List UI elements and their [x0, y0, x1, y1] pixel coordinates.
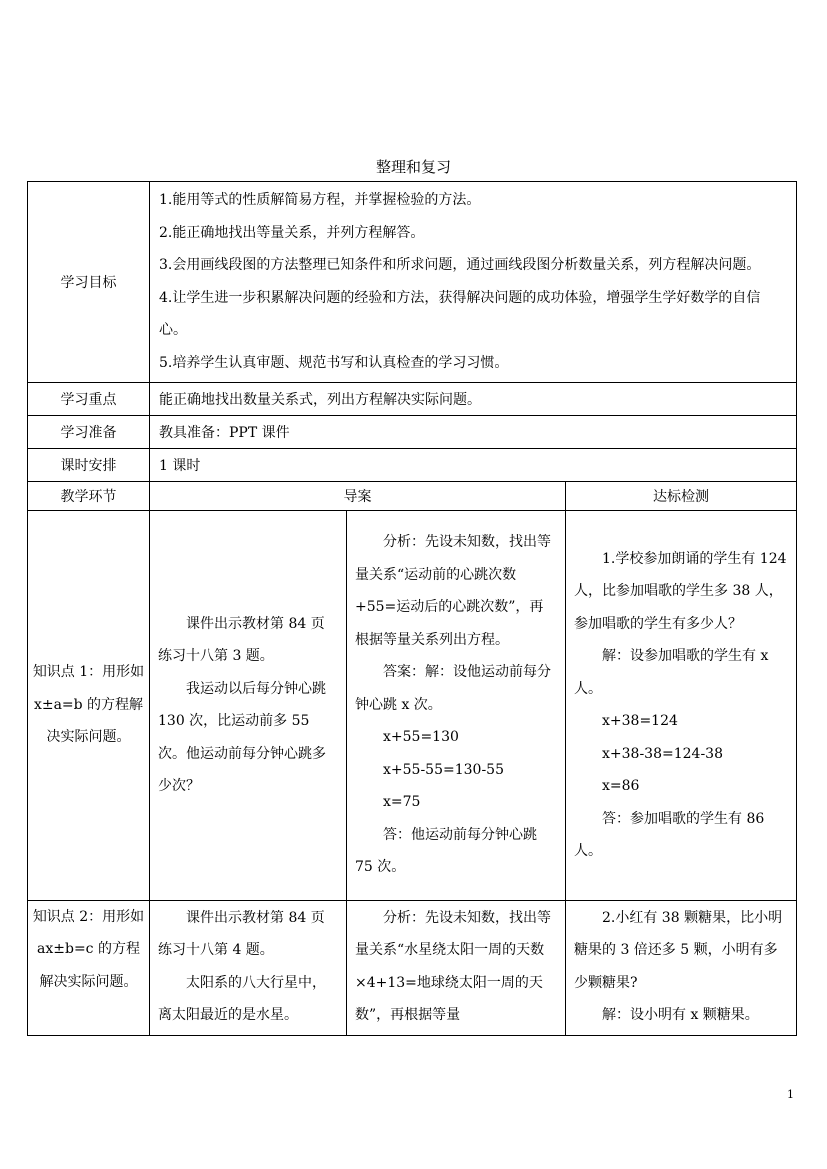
- kp2-check-question: 2.小红有 38 颗糖果，比小明糖果的 3 倍还多 5 颗，小明有多少颗糖果?: [574, 909, 783, 991]
- prep-row: [28, 415, 797, 448]
- kp2-analysis: [347, 900, 566, 1035]
- kp2-analysis-text: 分析：先设未知数，找出等量关系“水星绕太阳一周的天数×4+13=地球绕太阳一周的天数”，再根据等量: [355, 909, 551, 1024]
- kp1-check-question: 1.学校参加朗诵的学生有 124 人，比参加唱歌的学生多 38 人，参加唱歌的学生有多少人？: [574, 550, 787, 632]
- kp1-guide-line: 课件出示教材第 84 页练习十八第 3 题。: [158, 615, 325, 665]
- schedule-label: 课时安排: [28, 448, 150, 481]
- header-check: 达标检测: [566, 481, 797, 510]
- schedule-row: [28, 448, 797, 481]
- kp2-check: [566, 900, 797, 1035]
- kp1-check-step: x+38-38=124-38: [602, 745, 723, 762]
- focus-label: 学习重点: [28, 382, 150, 415]
- kp1-step: x=75: [383, 794, 421, 811]
- prep-value: 教具准备：PPT 课件: [150, 415, 797, 448]
- objective-item: 2.能正确地找出等量关系，并列方程解答。: [159, 224, 425, 241]
- page-title: 整理和复习: [375, 158, 451, 176]
- kp1-check-solve: 解：设参加唱歌的学生有 x 人。: [574, 648, 769, 697]
- focus-row: [28, 382, 797, 415]
- kp2-guide: [150, 900, 347, 1035]
- kp1-check-step: x=86: [602, 778, 640, 795]
- objectives-row: [28, 182, 797, 383]
- kp2-row: [28, 900, 797, 1035]
- objective-item: 5.培养学生认真审题、规范书写和认真检查的学习习惯。: [159, 354, 509, 371]
- kp1-check-final: 答：参加唱歌的学生有 86 人。: [574, 810, 765, 860]
- focus-value: 能正确地找出数量关系式，列出方程解决实际问题。: [150, 382, 797, 415]
- kp1-answer-intro: 答案：解：设他运动前每分钟心跳 x 次。: [355, 664, 551, 713]
- schedule-value: 1 课时: [150, 448, 797, 481]
- kp1-check-step: x+38=124: [602, 713, 678, 730]
- kp1-analysis-text: 分析：先设未知数，找出等量关系“运动前的心跳次数+55=运动后的心跳次数”，再根据等量关系列出方程。: [355, 534, 551, 648]
- objectives-label: 学习目标: [28, 182, 150, 383]
- kp2-check-solve: 解：设小明有 x 颗糖果。: [602, 1007, 759, 1024]
- page-number: 1: [787, 1088, 794, 1101]
- kp1-guide: [150, 510, 347, 900]
- header-guide: 导案: [150, 481, 566, 510]
- kp2-label: 知识点 2：用形如 ax±b=c 的方程解决实际问题。: [28, 900, 150, 1035]
- kp1-label: 知识点 1：用形如 x±a=b 的方程解决实际问题。: [28, 510, 150, 900]
- objective-item: 1.能用等式的性质解简易方程，并掌握检验的方法。: [159, 192, 481, 208]
- header-stage: 教学环节: [28, 481, 150, 510]
- kp1-step: x+55-55=130-55: [383, 761, 504, 778]
- objective-item: 3.会用画线段图的方法整理已知条件和所求问题，通过画线段图分析数量关系，列方程解决问题。: [159, 257, 761, 274]
- kp1-guide-line: 我运动以后每分钟心跳 130 次，比运动前多 55 次。他运动前每分钟心跳多少次？: [158, 680, 326, 795]
- kp2-guide-line: 太阳系的八大行星中，离太阳最近的是水星。: [158, 974, 326, 1024]
- kp1-row: [28, 510, 797, 900]
- prep-label: 学习准备: [28, 415, 150, 448]
- kp1-analysis: [347, 510, 566, 900]
- header-row: [28, 481, 797, 510]
- objective-item: 4.让学生进一步积累解决问题的经验和方法，获得解决问题的成功体验，增强学生学好数学的自信心。: [159, 289, 761, 339]
- lesson-plan-table: [27, 181, 797, 1036]
- kp2-guide-line: 课件出示教材第 84 页练习十八第 4 题。: [158, 909, 325, 959]
- kp1-answer-final: 答：他运动前每分钟心跳 75 次。: [355, 826, 537, 876]
- kp1-check: [566, 510, 797, 900]
- objectives-cell: [150, 182, 797, 383]
- kp1-step: x+55=130: [383, 729, 459, 746]
